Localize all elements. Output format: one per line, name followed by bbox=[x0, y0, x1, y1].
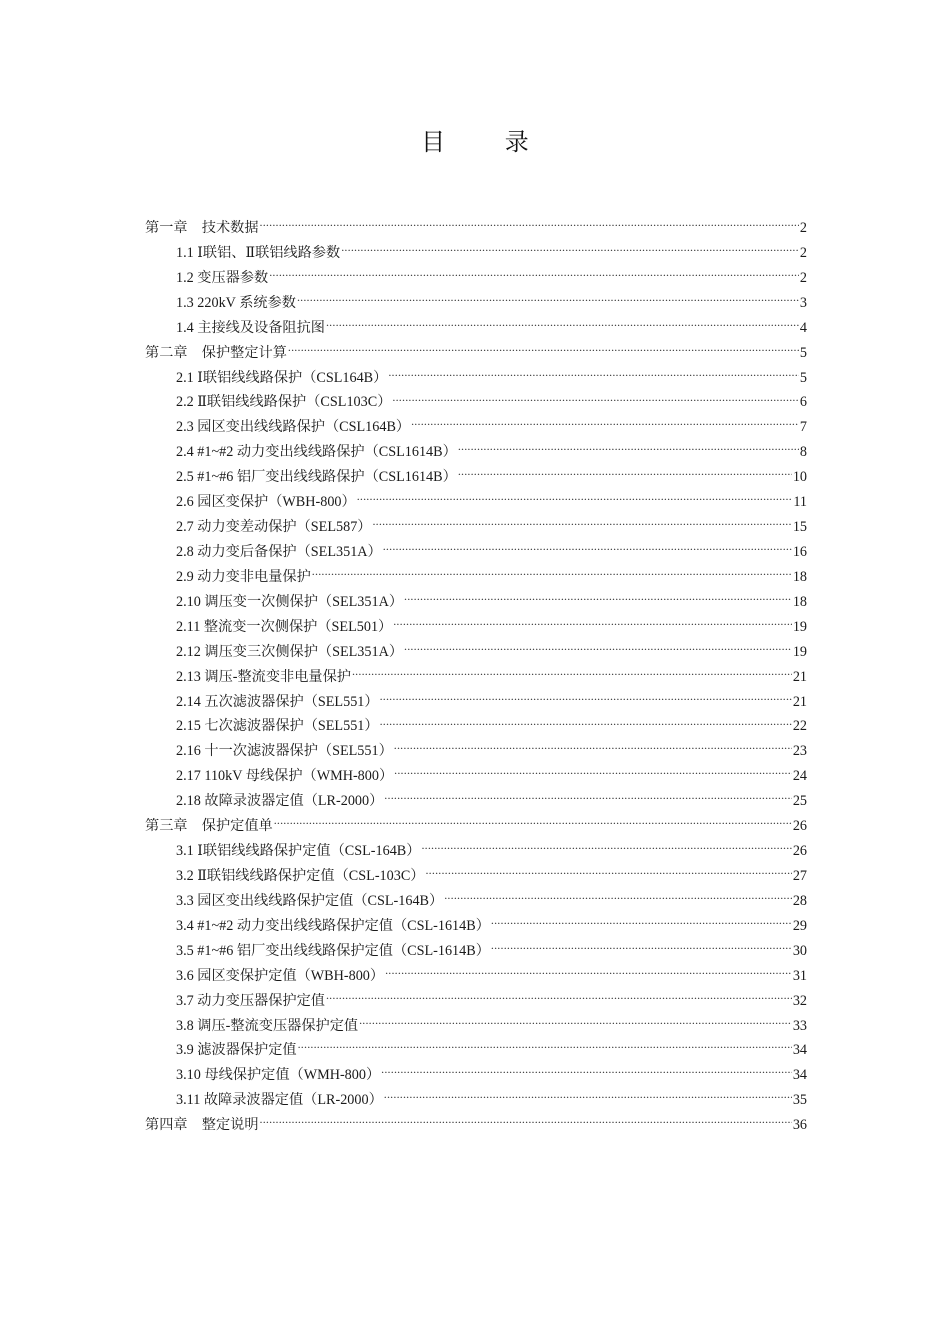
toc-entry-label: 2.12 调压变三次侧保护（SEL351A） bbox=[176, 643, 404, 660]
toc-entry-label: 3.2 Ⅱ联铝线线路保护定值（CSL-103C） bbox=[176, 867, 425, 884]
toc-entry-label: 2.1 Ⅰ联铝线线路保护（CSL164B） bbox=[176, 369, 388, 386]
table-of-contents bbox=[145, 216, 807, 1138]
dot-leader bbox=[394, 766, 792, 780]
toc-section-entry[interactable] bbox=[145, 241, 807, 266]
dot-leader bbox=[380, 691, 792, 705]
dot-leader bbox=[383, 542, 792, 556]
toc-section-entry[interactable] bbox=[145, 889, 807, 914]
dot-leader bbox=[380, 716, 792, 730]
toc-entry-label: 2.3 园区变出线线路保护（CSL164B） bbox=[176, 419, 411, 436]
toc-entry-label: 2.14 五次滤波器保护（SEL551） bbox=[176, 693, 379, 710]
toc-entry-label: 1.3 220kV 系统参数 bbox=[176, 294, 296, 311]
toc-entry-label: 2.11 整流变一次侧保护（SEL501） bbox=[176, 618, 393, 635]
dot-leader bbox=[491, 916, 792, 930]
toc-page-number: 24 bbox=[792, 768, 807, 785]
toc-section-entry[interactable] bbox=[145, 490, 807, 515]
toc-section-entry[interactable] bbox=[145, 565, 807, 590]
toc-page-number: 2 bbox=[799, 244, 807, 261]
dot-leader bbox=[288, 342, 799, 356]
toc-section-entry[interactable] bbox=[145, 390, 807, 415]
toc-page-number: 27 bbox=[792, 867, 807, 884]
toc-section-entry[interactable] bbox=[145, 864, 807, 889]
dot-leader bbox=[425, 866, 791, 880]
toc-page-number: 28 bbox=[792, 892, 807, 909]
toc-entry-label: 3.10 母线保护定值（WMH-800） bbox=[176, 1067, 381, 1084]
toc-section-entry[interactable] bbox=[145, 1014, 807, 1039]
toc-section-entry[interactable] bbox=[145, 540, 807, 565]
toc-page-number: 22 bbox=[792, 718, 807, 735]
toc-page-number: 6 bbox=[799, 394, 807, 411]
toc-entry-label: 2.4 #1~#2 动力变出线线路保护（CSL1614B） bbox=[176, 444, 457, 461]
toc-page-number: 5 bbox=[799, 344, 807, 361]
dot-leader bbox=[444, 891, 792, 905]
dot-leader bbox=[260, 218, 799, 232]
toc-page-number: 4 bbox=[799, 319, 807, 336]
toc-section-entry[interactable] bbox=[145, 989, 807, 1014]
dot-leader bbox=[404, 592, 792, 606]
toc-section-entry[interactable] bbox=[145, 839, 807, 864]
toc-page-number: 23 bbox=[792, 743, 807, 760]
dot-leader bbox=[381, 1065, 792, 1079]
toc-page-number: 34 bbox=[792, 1067, 807, 1084]
toc-page-number: 29 bbox=[792, 917, 807, 934]
dot-leader bbox=[274, 816, 792, 830]
toc-page-number: 18 bbox=[792, 593, 807, 610]
toc-entry-label: 3.3 园区变出线线路保护定值（CSL-164B） bbox=[176, 892, 444, 909]
toc-section-entry[interactable] bbox=[145, 465, 807, 490]
toc-page-number: 36 bbox=[792, 1117, 807, 1134]
toc-entry-label: 2.5 #1~#6 铝厂变出线线路保护（CSL1614B） bbox=[176, 469, 457, 486]
dot-leader bbox=[298, 1040, 792, 1054]
dot-leader bbox=[326, 990, 792, 1004]
toc-section-entry[interactable] bbox=[145, 266, 807, 291]
toc-section-entry[interactable] bbox=[145, 515, 807, 540]
toc-section-entry[interactable] bbox=[145, 590, 807, 615]
toc-entry-label: 第四章 整定说明 bbox=[145, 1117, 259, 1134]
toc-section-entry[interactable] bbox=[145, 714, 807, 739]
dot-leader bbox=[297, 293, 799, 307]
toc-entry-label: 2.7 动力变差动保护（SEL587） bbox=[176, 519, 372, 536]
toc-section-entry[interactable] bbox=[145, 789, 807, 814]
toc-entry-label: 2.6 园区变保护（WBH-800） bbox=[176, 494, 356, 511]
dot-leader bbox=[392, 392, 799, 406]
toc-section-entry[interactable] bbox=[145, 640, 807, 665]
toc-entry-label: 2.9 动力变非电量保护 bbox=[176, 568, 311, 585]
toc-page-number: 11 bbox=[793, 494, 807, 511]
dot-leader bbox=[352, 666, 792, 680]
dot-leader bbox=[388, 367, 799, 381]
toc-section-entry[interactable] bbox=[145, 739, 807, 764]
dot-leader bbox=[384, 791, 792, 805]
dot-leader bbox=[404, 641, 792, 655]
toc-section-entry[interactable] bbox=[145, 964, 807, 989]
toc-entry-label: 3.11 故障录波器定值（LR-2000） bbox=[176, 1092, 383, 1109]
dot-leader bbox=[341, 243, 799, 257]
toc-page-number: 19 bbox=[792, 618, 807, 635]
toc-page-number: 30 bbox=[792, 942, 807, 959]
toc-entry-label: 1.1 Ⅰ联铝、Ⅱ联铝线路参数 bbox=[176, 244, 341, 261]
toc-entry-label: 2.16 十一次滤波器保护（SEL551） bbox=[176, 743, 393, 760]
toc-section-entry[interactable] bbox=[145, 1088, 807, 1113]
toc-entry-label: 第三章 保护定值单 bbox=[145, 818, 273, 835]
toc-page-number: 3 bbox=[799, 294, 807, 311]
toc-section-entry[interactable] bbox=[145, 764, 807, 789]
toc-page-number: 15 bbox=[792, 519, 807, 536]
toc-entry-label: 3.6 园区变保护定值（WBH-800） bbox=[176, 967, 385, 984]
toc-section-entry[interactable] bbox=[145, 939, 807, 964]
toc-section-entry[interactable] bbox=[145, 366, 807, 391]
toc-entry-label: 2.15 七次滤波器保护（SEL551） bbox=[176, 718, 379, 735]
toc-page-number: 7 bbox=[799, 419, 807, 436]
toc-section-entry[interactable] bbox=[145, 615, 807, 640]
toc-page-number: 5 bbox=[799, 369, 807, 386]
toc-section-entry[interactable] bbox=[145, 316, 807, 341]
toc-page-number: 10 bbox=[792, 469, 807, 486]
toc-entry-label: 2.13 调压-整流变非电量保护 bbox=[176, 668, 351, 685]
toc-title: 目 录 bbox=[421, 128, 555, 156]
dot-leader bbox=[326, 318, 799, 332]
toc-page-number: 26 bbox=[792, 818, 807, 835]
toc-entry-label: 第一章 技术数据 bbox=[145, 220, 259, 236]
toc-page-number: 32 bbox=[792, 992, 807, 1009]
toc-page-number: 25 bbox=[792, 793, 807, 810]
dot-leader bbox=[260, 1115, 792, 1129]
toc-page-number: 8 bbox=[799, 444, 807, 461]
toc-chapter-entry[interactable] bbox=[145, 216, 807, 241]
toc-section-entry[interactable] bbox=[145, 1063, 807, 1088]
toc-page-number: 2 bbox=[799, 269, 807, 286]
toc-chapter-entry[interactable] bbox=[145, 341, 807, 366]
toc-page-number: 21 bbox=[792, 693, 807, 710]
toc-page-number: 19 bbox=[792, 643, 807, 660]
toc-entry-label: 3.9 滤波器保护定值 bbox=[176, 1042, 297, 1059]
toc-section-entry[interactable] bbox=[145, 291, 807, 316]
toc-entry-label: 3.7 动力变压器保护定值 bbox=[176, 992, 325, 1009]
toc-page-number: 16 bbox=[792, 543, 807, 560]
toc-entry-label: 2.2 Ⅱ联铝线线路保护（CSL103C） bbox=[176, 394, 392, 411]
toc-page-number: 26 bbox=[792, 843, 807, 860]
dot-leader bbox=[393, 617, 792, 631]
toc-entry-label: 3.1 Ⅰ联铝线线路保护定值（CSL-164B） bbox=[176, 843, 421, 860]
dot-leader bbox=[384, 1090, 792, 1104]
toc-page-number: 34 bbox=[792, 1042, 807, 1059]
dot-leader bbox=[458, 467, 792, 481]
toc-entry-label: 2.18 故障录波器定值（LR-2000） bbox=[176, 793, 384, 810]
toc-section-entry[interactable] bbox=[145, 690, 807, 715]
toc-entry-label: 2.17 110kV 母线保护（WMH-800） bbox=[176, 768, 394, 785]
dot-leader bbox=[372, 517, 791, 531]
dot-leader bbox=[411, 417, 799, 431]
toc-entry-label: 1.2 变压器参数 bbox=[176, 269, 269, 286]
toc-page-number: 35 bbox=[792, 1092, 807, 1109]
toc-entry-label: 第二章 保护整定计算 bbox=[145, 344, 287, 361]
dot-leader bbox=[458, 442, 799, 456]
toc-section-entry[interactable] bbox=[145, 440, 807, 465]
dot-leader bbox=[394, 741, 792, 755]
toc-page-number: 2 bbox=[799, 220, 807, 236]
toc-page-number: 33 bbox=[792, 1017, 807, 1034]
toc-section-entry[interactable] bbox=[145, 665, 807, 690]
toc-entry-label: 2.10 调压变一次侧保护（SEL351A） bbox=[176, 593, 404, 610]
toc-section-entry[interactable] bbox=[145, 914, 807, 939]
toc-section-entry[interactable] bbox=[145, 1038, 807, 1063]
toc-section-entry[interactable] bbox=[145, 415, 807, 440]
toc-entry-label: 3.4 #1~#2 动力变出线线路保护定值（CSL-1614B） bbox=[176, 917, 490, 934]
toc-entry-label: 2.8 动力变后备保护（SEL351A） bbox=[176, 543, 382, 560]
toc-entry-label: 3.8 调压-整流变压器保护定值 bbox=[176, 1017, 359, 1034]
toc-chapter-entry[interactable] bbox=[145, 814, 807, 839]
dot-leader bbox=[269, 268, 799, 282]
dot-leader bbox=[491, 941, 792, 955]
toc-page-number: 18 bbox=[792, 568, 807, 585]
dot-leader bbox=[421, 841, 791, 855]
toc-page-number: 21 bbox=[792, 668, 807, 685]
dot-leader bbox=[385, 965, 792, 979]
toc-page-number: 31 bbox=[792, 967, 807, 984]
toc-entry-label: 3.5 #1~#6 铝厂变出线线路保护定值（CSL-1614B） bbox=[176, 942, 490, 959]
dot-leader bbox=[359, 1015, 792, 1029]
toc-entry-label: 1.4 主接线及设备阻抗图 bbox=[176, 319, 325, 336]
dot-leader bbox=[312, 567, 792, 581]
toc-chapter-entry[interactable] bbox=[145, 1113, 807, 1138]
dot-leader bbox=[357, 492, 793, 506]
